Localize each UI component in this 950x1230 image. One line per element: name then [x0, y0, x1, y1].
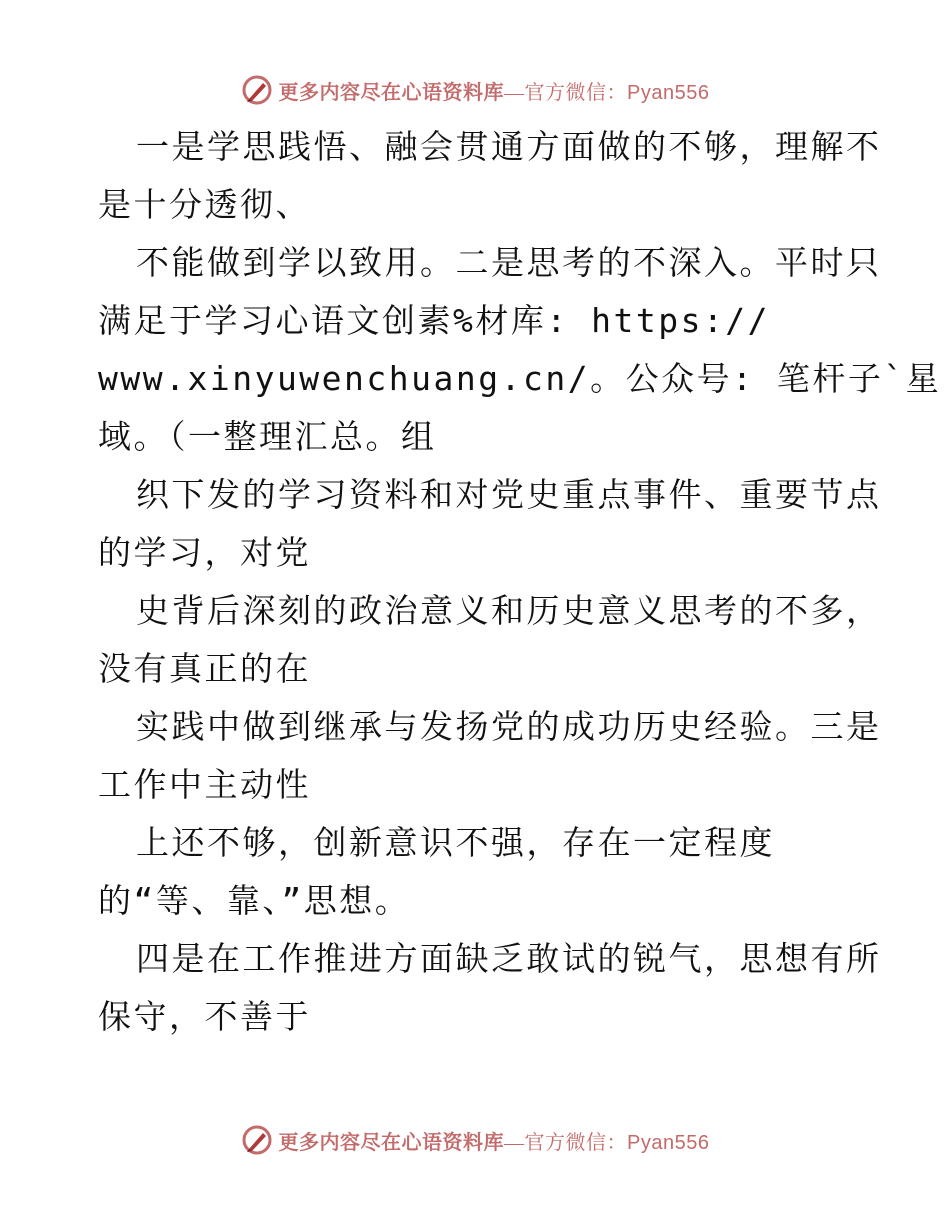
header-banner-separator: —	[504, 81, 525, 104]
pen-logo-icon	[241, 1124, 273, 1156]
footer-banner-main: 更多内容尽在心语资料库	[278, 1131, 505, 1154]
body-line-8: 的学习，对党	[98, 533, 311, 572]
header-banner-main: 更多内容尽在心语资料库	[278, 81, 505, 104]
footer-banner-text	[279, 1126, 710, 1155]
body-line-4: 满足于学习心语文创素%材库: https://	[98, 301, 771, 340]
footer-banner-label: 官方微信：	[524, 1131, 628, 1154]
body-line-7: 织下发的学习资料和对党史重点事件、重要节点	[136, 475, 882, 514]
body-line-3: 不能做到学以致用。二是思考的不深入。平时只	[136, 243, 882, 282]
body-line-14: 的“等、靠、”思想。	[98, 881, 411, 920]
body-line-6: 域。（一整理汇总。组	[98, 417, 437, 456]
body-line-5: www.xinyuwenchuang.cn/。公众号: 笔杆子`星	[98, 359, 942, 398]
body-line-2: 是十分透彻、	[98, 185, 311, 224]
body-line-1: 一是学思践悟、融会贯通方面做的不够，理解不	[136, 127, 882, 166]
header-banner	[0, 70, 950, 110]
body-line-13: 上还不够，创新意识不强，存在一定程度	[136, 823, 775, 862]
footer-banner-id: Pyan556	[627, 1131, 710, 1154]
header-banner-text	[279, 76, 710, 105]
pen-logo-icon	[241, 74, 273, 106]
body-line-16: 保守，不善于	[98, 997, 311, 1036]
header-banner-id: Pyan556	[627, 81, 710, 104]
footer-banner-separator: —	[504, 1131, 525, 1154]
document-body	[98, 118, 942, 1046]
body-line-9: 史背后深刻的政治意义和历史意义思考的不多，	[136, 591, 882, 630]
body-line-11: 实践中做到继承与发扬党的成功历史经验。三是	[136, 707, 882, 746]
body-line-15: 四是在工作推进方面缺乏敢试的锐气，思想有所	[136, 939, 882, 978]
footer-banner	[0, 1120, 950, 1160]
body-line-12: 工作中主动性	[98, 765, 311, 804]
header-banner-label: 官方微信：	[524, 81, 628, 104]
body-line-10: 没有真正的在	[98, 649, 311, 688]
